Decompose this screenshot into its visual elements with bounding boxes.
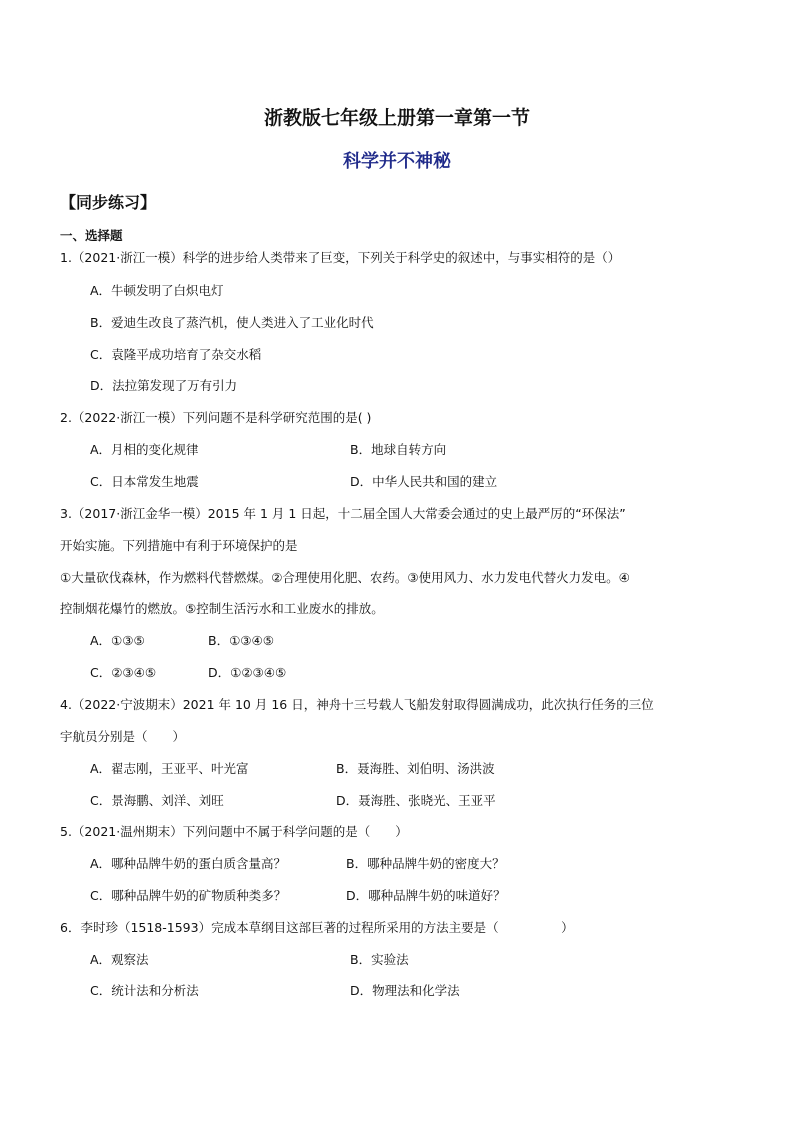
question-3-stem-line-2: 开始实施。下列措施中有利于环境保护的是 xyxy=(60,538,298,553)
question-6-option-a: A．观察法 xyxy=(90,952,149,967)
question-1-option-c: C．袁隆平成功培育了杂交水稻 xyxy=(90,347,262,362)
part-heading: 一、选择题 xyxy=(60,228,123,243)
question-4-option-b: B．聂海胜、刘伯明、汤洪波 xyxy=(336,761,495,776)
page-subtitle: 科学并不神秘 xyxy=(343,151,451,172)
question-3-stem-line-4: 控制烟花爆竹的燃放。⑤控制生活污水和工业废水的排放。 xyxy=(60,601,384,616)
question-1-option-a: A．牛顿发明了白炽电灯 xyxy=(90,283,224,298)
question-2-option-b: B．地球自转方向 xyxy=(350,442,447,457)
question-4-stem-line-1: 4.（2022·宁波期末）2021 年 10 月 16 日，神舟十三号载人飞船发射取得圆满成功，此次执行任务的三位 xyxy=(60,697,654,712)
question-4-option-a: A．翟志刚，王亚平、叶光富 xyxy=(90,761,249,776)
question-4-stem-line-2: 宇航员分别是（ ） xyxy=(60,729,186,744)
question-5-option-d: D．哪种品牌牛奶的味道好？ xyxy=(346,888,506,903)
question-4-option-c: C．景海鹏、刘洋、刘旺 xyxy=(90,793,224,808)
question-2-option-d: D．中华人民共和国的建立 xyxy=(350,474,498,489)
question-3-stem-line-3: ①大量砍伐森林，作为燃料代替燃煤。②合理使用化肥、农药。③使用风力、水力发电代替火力发电。④ xyxy=(60,570,630,585)
question-3-option-d: D．①②③④⑤ xyxy=(208,665,287,680)
question-6-option-d: D．物理法和化学法 xyxy=(350,983,460,998)
question-5-option-a: A．哪种品牌牛奶的蛋白质含量高？ xyxy=(90,856,287,871)
question-3-stem-line-1: 3.（2017·浙江金华一模）2015 年 1 月 1 日起，十二届全国人大常委会通过的史上最严厉的“环保法” xyxy=(60,506,626,521)
question-4-option-d: D．聂海胜、张晓光、王亚平 xyxy=(336,793,496,808)
question-6-stem: 6．李时珍（1518-1593）完成本草纲目这部巨著的过程所采用的方法主要是（ ） xyxy=(60,920,574,935)
question-6-option-b: B．实验法 xyxy=(350,952,409,967)
question-5-stem: 5.（2021·温州期末）下列问题中不属于科学问题的是（ ） xyxy=(60,824,408,839)
question-6-option-c: C．统计法和分析法 xyxy=(90,983,199,998)
question-1-stem: 1.（2021·浙江一模）科学的进步给人类带来了巨变，下列关于科学史的叙述中，与事实相符的是（） xyxy=(60,250,621,265)
question-3-option-a: A．①③⑤ xyxy=(90,633,145,648)
question-1-option-b: B．爱迪生改良了蒸汽机，使人类进入了工业化时代 xyxy=(90,315,374,330)
question-1-option-d: D．法拉第发现了万有引力 xyxy=(90,378,238,393)
question-3-option-c: C．②③④⑤ xyxy=(90,665,157,680)
page-title: 浙教版七年级上册第一章第一节 xyxy=(263,107,530,129)
question-2-option-a: A．月相的变化规律 xyxy=(90,442,199,457)
question-3-option-b: B．①③④⑤ xyxy=(208,633,274,648)
question-2-option-c: C．日本常发生地震 xyxy=(90,474,199,489)
section-heading: 【同步练习】 xyxy=(60,193,157,212)
question-5-option-b: B．哪种品牌牛奶的密度大？ xyxy=(346,856,505,871)
question-5-option-c: C．哪种品牌牛奶的矿物质种类多？ xyxy=(90,888,287,903)
question-2-stem: 2.（2022·浙江一模）下列问题不是科学研究范围的是( ) xyxy=(60,410,372,425)
